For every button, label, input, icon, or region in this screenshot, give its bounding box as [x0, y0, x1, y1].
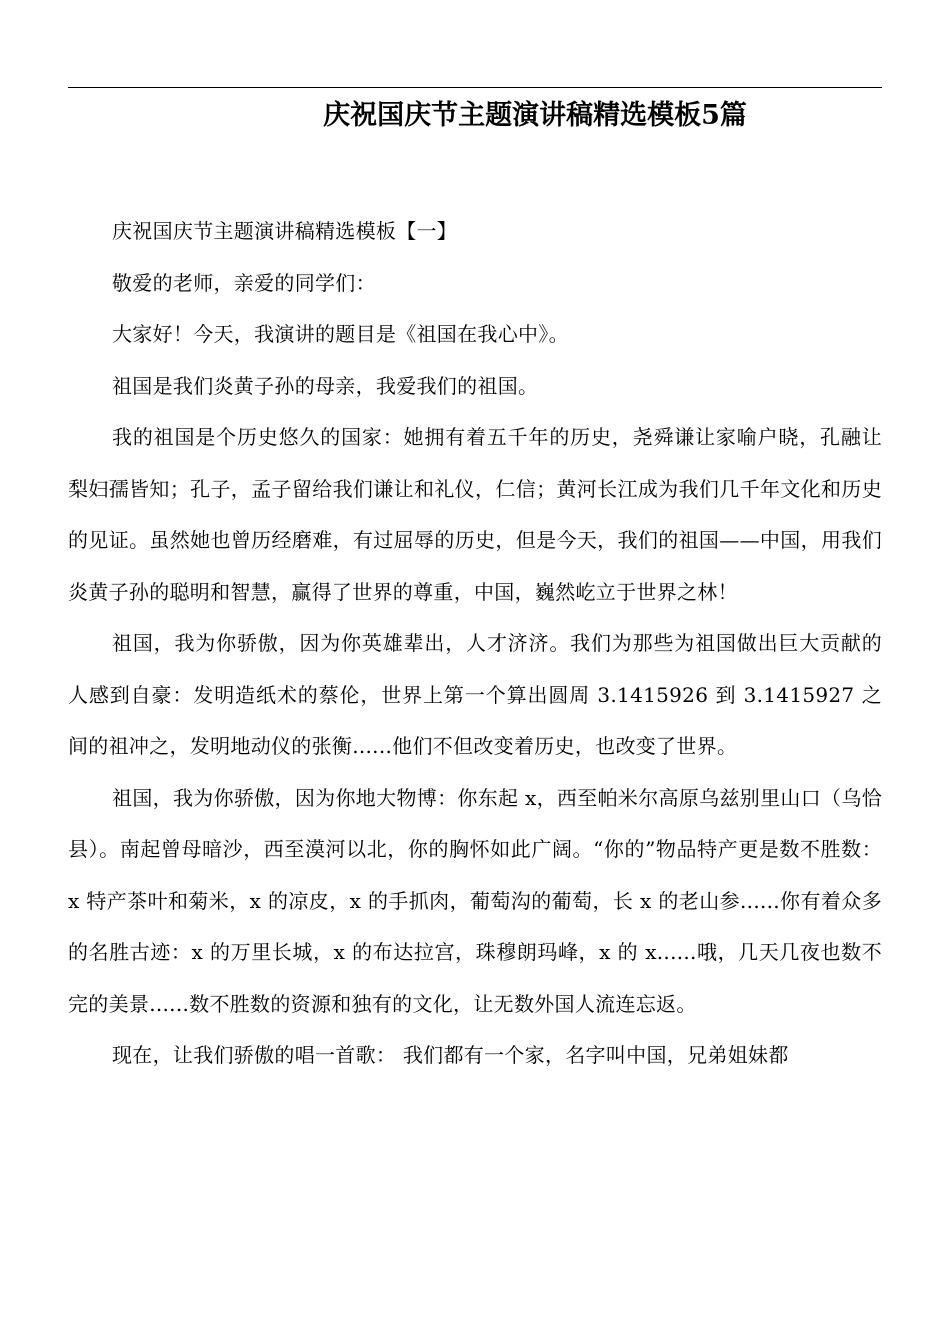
document-body	[68, 206, 882, 1082]
body-paragraph: 祖国是我们炎黄子孙的母亲，我爱我们的祖国。	[112, 373, 539, 398]
section-heading: 庆祝国庆节主题演讲稿精选模板【一】	[112, 219, 458, 243]
document-title: 庆祝国庆节主题演讲稿精选模板5篇	[323, 100, 747, 131]
body-paragraph: 祖国，我为你骄傲，因为你英雄辈出，人才济济。我们为那些为祖国做出巨大贡献的人感到自豪：发明造纸术的蔡伦，世界上第一个算出圆周 3.1415926 到 3.1415927 之间的祖冲之，发明地动仪的张衡......他们不但改变着历史，也改变了世界。	[68, 631, 882, 758]
header-rule	[68, 87, 882, 88]
body-paragraph: 大家好！今天，我演讲的题目是《祖国在我心中》。	[112, 322, 569, 346]
body-paragraph: 现在，让我们骄傲的唱一首歌： 我们都有一个家，名字叫中国，兄弟姐妹都	[112, 1043, 789, 1067]
body-paragraph: 祖国，我为你骄傲，因为你地大物博：你东起 x，西至帕米尔高原乌兹别里山口（乌恰县）。南起曾母暗沙，西至漠河以北，你的胸怀如此广阔。“你的”物品特产更是数不胜数：x 特产茶叶和菊米，x 的凉皮，x 的手抓肉，葡萄沟的葡萄，长 x 的老山参......你有着众多的名胜古迹：x 的万里长城，x 的布达拉宫，珠穆朗玛峰，x 的 x......哦，几天几夜也数不完的美景......数不胜数的资源和独有的文化，让无数外国人流连忘返。	[68, 785, 882, 1016]
body-paragraph: 我的祖国是个历史悠久的国家：她拥有着五千年的历史，尧舜谦让家喻户晓，孔融让梨妇孺皆知；孔子，孟子留给我们谦让和礼仪，仁信；黄河长江成为我们几千年文化和历史的见证。虽然她也曾历经磨难，有过屈辱的历史，但是今天，我们的祖国——中国，用我们炎黄子孙的聪明和智慧，赢得了世界的尊重，中国，巍然屹立于世界之林！	[68, 425, 882, 604]
salutation: 敬爱的老师，亲爱的同学们：	[112, 270, 376, 295]
